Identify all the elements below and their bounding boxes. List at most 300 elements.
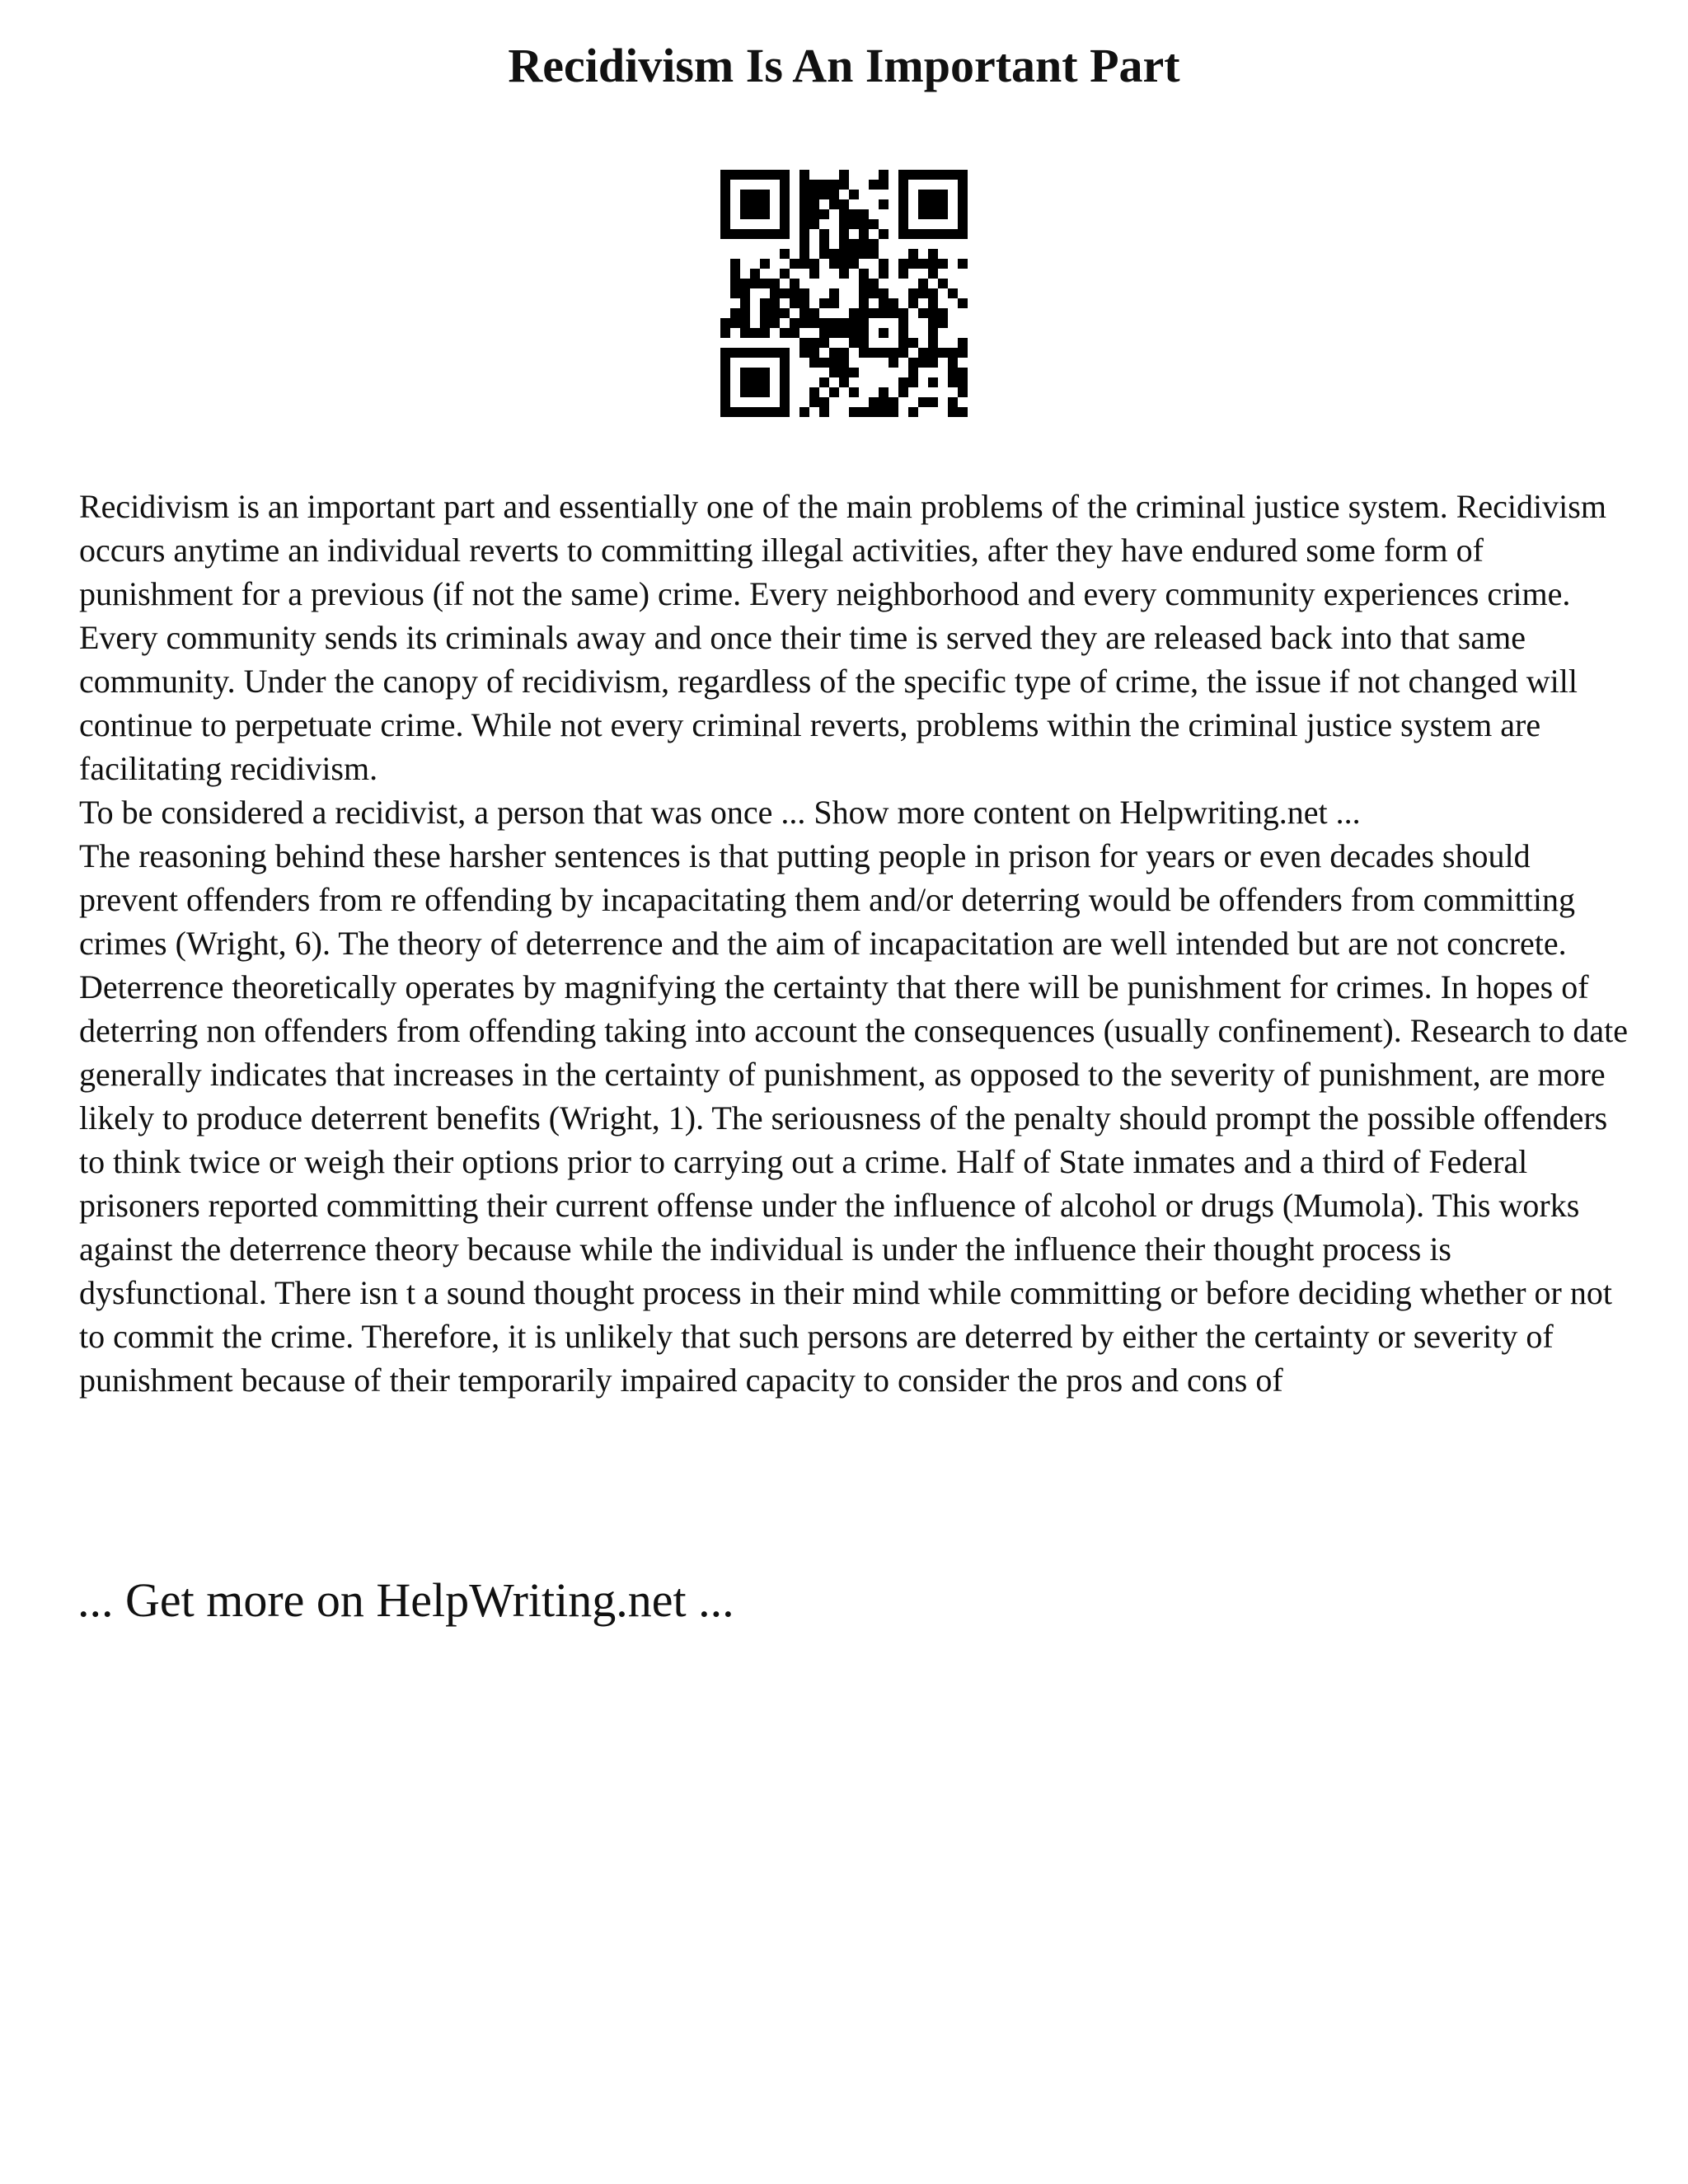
qr-module: [849, 368, 859, 377]
qr-module: [859, 249, 869, 259]
qr-module: [780, 249, 790, 259]
qr-module: [879, 269, 889, 279]
qr-module: [958, 180, 968, 190]
qr-module: [938, 348, 948, 358]
qr-module: [918, 348, 928, 358]
qr-module: [928, 259, 938, 269]
qr-module: [720, 348, 730, 358]
qr-module: [780, 397, 790, 407]
qr-module: [819, 318, 829, 328]
qr-module: [819, 328, 829, 338]
qr-module: [750, 279, 760, 288]
qr-module: [869, 249, 879, 259]
qr-module: [839, 209, 849, 219]
qr-module: [938, 170, 948, 180]
qr-module: [889, 358, 898, 368]
qr-module: [879, 328, 889, 338]
qr-module: [908, 259, 918, 269]
qr-module: [720, 318, 730, 328]
qr-module: [898, 199, 908, 209]
qr-module: [928, 328, 938, 338]
qr-module: [928, 338, 938, 348]
qr-module: [760, 328, 770, 338]
qr-module: [839, 239, 849, 249]
qr-module: [730, 229, 740, 239]
qr-module: [750, 229, 760, 239]
qr-module: [750, 377, 760, 387]
qr-module: [780, 219, 790, 229]
qr-module: [908, 249, 918, 259]
qr-module: [918, 190, 928, 199]
qr-module: [948, 368, 958, 377]
qr-module: [829, 387, 839, 397]
qr-module: [908, 170, 918, 180]
qr-module: [958, 209, 968, 219]
qr-module: [958, 170, 968, 180]
qr-module: [898, 269, 908, 279]
qr-module: [879, 397, 889, 407]
qr-module: [839, 219, 849, 229]
qr-module: [720, 209, 730, 219]
qr-module: [879, 180, 889, 190]
qr-module: [928, 358, 938, 368]
qr-module: [790, 288, 799, 298]
qr-module: [839, 348, 849, 358]
qr-module: [770, 407, 780, 417]
qr-module: [760, 170, 770, 180]
qr-module: [859, 239, 869, 249]
qr-module: [780, 199, 790, 209]
qr-module: [859, 269, 869, 279]
qr-module: [740, 377, 750, 387]
qr-module: [799, 219, 809, 229]
qr-module: [829, 368, 839, 377]
qr-module: [849, 239, 859, 249]
qr-module: [898, 190, 908, 199]
qr-module: [819, 397, 829, 407]
qr-module: [809, 338, 819, 348]
qr-module: [859, 407, 869, 417]
qr-module: [780, 288, 790, 298]
qr-module: [809, 209, 819, 219]
qr-code-graphic: [720, 170, 968, 417]
qr-module: [918, 199, 928, 209]
qr-module: [869, 288, 879, 298]
qr-module: [819, 190, 829, 199]
qr-module: [958, 298, 968, 308]
qr-module: [839, 180, 849, 190]
qr-module: [740, 209, 750, 219]
qr-module: [760, 279, 770, 288]
qr-module: [720, 229, 730, 239]
qr-module: [869, 348, 879, 358]
qr-module: [740, 368, 750, 377]
qr-module: [938, 318, 948, 328]
paragraph-intro: Recidivism is an important part and essentially one of the main problems of the criminal justice system. Recidivism occurs anytime an individual reverts to committing illegal activities, after they have endured some form of punishment for a previous (if not the same) crime. Every neighborhood and every community experiences crime. Every community sends its criminals away and once their time is served they are released back into that same community. Under the canopy of recidivism, regardless of the specific type of crime, the issue if not changed will continue to perpetuate crime. While not every criminal reverts, problems within the criminal justice system are facilitating recidivism.: [79, 488, 1606, 787]
qr-module: [908, 338, 918, 348]
qr-module: [790, 259, 799, 269]
qr-module: [938, 229, 948, 239]
qr-module: [849, 318, 859, 328]
qr-module: [730, 279, 740, 288]
qr-module: [928, 318, 938, 328]
qr-module: [928, 348, 938, 358]
qr-module: [829, 358, 839, 368]
qr-module: [760, 229, 770, 239]
qr-module: [799, 229, 809, 239]
qr-module: [799, 318, 809, 328]
qr-module: [790, 298, 799, 308]
qr-module: [770, 279, 780, 288]
qr-module: [770, 298, 780, 308]
qr-module: [809, 219, 819, 229]
qr-module: [799, 259, 809, 269]
qr-module: [908, 229, 918, 239]
qr-module: [859, 348, 869, 358]
qr-module: [859, 288, 869, 298]
qr-module: [859, 298, 869, 308]
qr-module: [740, 229, 750, 239]
qr-module: [879, 170, 889, 180]
qr-module: [918, 209, 928, 219]
qr-module: [938, 199, 948, 209]
qr-module: [730, 288, 740, 298]
qr-module: [760, 377, 770, 387]
qr-module: [750, 199, 760, 209]
qr-module: [938, 259, 948, 269]
qr-module: [928, 170, 938, 180]
qr-module: [780, 377, 790, 387]
qr-module: [740, 288, 750, 298]
qr-module: [948, 397, 958, 407]
qr-module: [928, 377, 938, 387]
qr-module: [770, 170, 780, 180]
qr-module: [839, 377, 849, 387]
qr-module: [918, 279, 928, 288]
qr-module: [780, 348, 790, 358]
qr-module: [948, 229, 958, 239]
qr-module: [908, 358, 918, 368]
qr-module: [809, 180, 819, 190]
qr-module: [938, 190, 948, 199]
qr-module: [958, 259, 968, 269]
qr-module: [958, 338, 968, 348]
qr-module: [799, 338, 809, 348]
qr-module: [928, 199, 938, 209]
qr-module: [918, 358, 928, 368]
qr-module: [958, 348, 968, 358]
qr-module: [730, 308, 740, 318]
qr-module: [780, 328, 790, 338]
qr-code-icon: [720, 170, 968, 417]
qr-module: [928, 269, 938, 279]
qr-module: [799, 199, 809, 209]
qr-module: [859, 219, 869, 229]
qr-module: [829, 190, 839, 199]
qr-module: [889, 397, 898, 407]
qr-module: [948, 407, 958, 417]
qr-module: [879, 288, 889, 298]
article-body: [79, 485, 1629, 1402]
qr-module: [750, 209, 760, 219]
qr-module: [740, 199, 750, 209]
qr-module: [849, 338, 859, 348]
qr-module: [898, 308, 908, 318]
qr-module: [799, 288, 809, 298]
qr-module: [730, 259, 740, 269]
qr-module: [918, 170, 928, 180]
qr-module: [859, 328, 869, 338]
qr-module: [829, 259, 839, 269]
qr-module: [958, 229, 968, 239]
qr-module: [938, 308, 948, 318]
qr-module: [849, 209, 859, 219]
qr-module: [780, 308, 790, 318]
qr-module: [819, 377, 829, 387]
qr-module: [770, 229, 780, 239]
qr-module: [770, 288, 780, 298]
qr-module: [958, 190, 968, 199]
qr-module: [790, 318, 799, 328]
qr-module: [839, 318, 849, 328]
qr-module: [740, 279, 750, 288]
qr-module: [958, 387, 968, 397]
qr-module: [819, 358, 829, 368]
qr-module: [770, 308, 780, 318]
qr-module: [809, 269, 819, 279]
qr-module: [938, 279, 948, 288]
qr-module: [809, 387, 819, 397]
qr-module: [839, 259, 849, 269]
qr-module: [918, 229, 928, 239]
qr-module: [829, 298, 839, 308]
qr-module: [740, 190, 750, 199]
qr-module: [760, 407, 770, 417]
qr-module: [898, 229, 908, 239]
qr-module: [780, 387, 790, 397]
qr-module: [879, 387, 889, 397]
qr-module: [829, 199, 839, 209]
qr-module: [889, 308, 898, 318]
qr-module: [869, 239, 879, 249]
qr-module: [859, 229, 869, 239]
qr-module: [908, 377, 918, 387]
qr-module: [859, 308, 869, 318]
qr-module: [859, 318, 869, 328]
qr-module: [859, 209, 869, 219]
qr-module: [750, 190, 760, 199]
qr-module: [839, 328, 849, 338]
qr-module: [849, 308, 859, 318]
qr-module: [849, 219, 859, 229]
qr-module: [720, 180, 730, 190]
qr-module: [849, 259, 859, 269]
qr-module: [790, 279, 799, 288]
qr-module: [908, 288, 918, 298]
qr-module: [948, 348, 958, 358]
qr-module: [799, 308, 809, 318]
qr-module: [740, 170, 750, 180]
qr-module: [839, 229, 849, 239]
qr-module: [898, 209, 908, 219]
qr-module: [819, 209, 829, 219]
qr-module: [809, 318, 819, 328]
qr-module: [958, 368, 968, 377]
qr-module: [958, 407, 968, 417]
qr-module: [809, 348, 819, 358]
qr-module: [958, 219, 968, 229]
qr-module: [740, 407, 750, 417]
qr-module: [799, 407, 809, 417]
qr-module: [760, 368, 770, 377]
qr-module: [750, 328, 760, 338]
qr-module: [760, 318, 770, 328]
qr-module: [879, 229, 889, 239]
qr-module: [839, 358, 849, 368]
qr-module: [809, 190, 819, 199]
qr-module: [760, 298, 770, 308]
qr-module: [799, 298, 809, 308]
qr-module: [889, 348, 898, 358]
qr-module: [859, 338, 869, 348]
qr-module: [869, 180, 879, 190]
qr-module: [879, 407, 889, 417]
qr-module: [760, 308, 770, 318]
qr-module: [879, 308, 889, 318]
qr-module: [819, 239, 829, 249]
get-more-link[interactable]: ... Get more on HelpWriting.net ...: [77, 1573, 734, 1627]
qr-module: [780, 190, 790, 199]
qr-module: [849, 328, 859, 338]
qr-module: [879, 199, 889, 209]
qr-module: [819, 338, 829, 348]
qr-module: [898, 259, 908, 269]
qr-module: [898, 170, 908, 180]
qr-module: [898, 180, 908, 190]
qr-module: [740, 308, 750, 318]
qr-module: [898, 377, 908, 387]
qr-module: [720, 387, 730, 397]
page-title: Recidivism Is An Important Part: [508, 39, 1180, 92]
qr-module: [829, 328, 839, 338]
qr-module: [928, 397, 938, 407]
qr-module: [948, 377, 958, 387]
qr-module: [799, 348, 809, 358]
qr-module: [898, 318, 908, 328]
qr-module: [780, 407, 790, 417]
qr-module: [780, 209, 790, 219]
qr-module: [849, 190, 859, 199]
qr-module: [780, 180, 790, 190]
qr-module: [730, 318, 740, 328]
qr-module: [839, 249, 849, 259]
qr-module: [839, 368, 849, 377]
qr-module: [760, 387, 770, 397]
qr-module: [740, 298, 750, 308]
qr-module: [948, 358, 958, 368]
qr-module: [799, 249, 809, 259]
qr-module: [799, 170, 809, 180]
paragraph-main: The reasoning behind these harsher sentences is that putting people in prison for years or even decades should prevent offenders from re offending by incapacitating them and/or deterring would be offenders from committing crimes (Wright, 6). The theory of deterrence and the aim of incapacitation are well intended but are not concrete. Deterrence theoretically operates by magnifying the certainty that there will be punishment for crimes. In hopes of deterring non offenders from offending taking into account the consequences (usually confinement). Research to date generally indicates that increases in the certainty of punishment, as opposed to the severity of punishment, are more likely to produce deterrent benefits (Wright, 1). The seriousness of the penalty should prompt the possible offenders to think twice or weigh their options prior to carrying out a crime. Half of State inmates and a third of Federal prisoners reported committing their current offense under the influence of alcohol or drugs (Mumola). This works against the deterrence theory because while the individual is under the influence their thought process is dysfunctional. There isn t a sound thought process in their mind while committing or before deciding whether or not to commit the crime. Therefore, it is unlikely that such persons are deterred by either the certainty or severity of punishment because of their temporarily impaired capacity to consider the pros and cons of: [79, 837, 1629, 1399]
qr-module: [938, 209, 948, 219]
qr-module: [928, 190, 938, 199]
qr-module: [720, 199, 730, 209]
qr-module: [829, 318, 839, 328]
qr-module: [780, 269, 790, 279]
qr-module: [879, 348, 889, 358]
qr-module: [879, 298, 889, 308]
qr-module: [750, 269, 760, 279]
qr-module: [849, 407, 859, 417]
qr-module: [809, 259, 819, 269]
qr-module: [918, 397, 928, 407]
qr-module: [839, 269, 849, 279]
qr-module: [869, 279, 879, 288]
qr-module: [770, 348, 780, 358]
qr-module: [750, 368, 760, 377]
qr-module: [799, 239, 809, 249]
qr-module: [918, 308, 928, 318]
qr-module: [760, 199, 770, 209]
qr-module: [849, 249, 859, 259]
paragraph-teaser: To be considered a recidivist, a person that was once ... Show more content on Helpwriting.net ...: [79, 794, 1361, 831]
qr-module: [760, 190, 770, 199]
qr-module: [720, 219, 730, 229]
qr-module: [958, 199, 968, 209]
qr-module: [809, 397, 819, 407]
qr-module: [948, 170, 958, 180]
qr-module: [770, 318, 780, 328]
qr-module: [780, 229, 790, 239]
qr-module: [799, 180, 809, 190]
qr-module: [740, 328, 750, 338]
qr-module: [869, 397, 879, 407]
qr-module: [918, 288, 928, 298]
qr-module: [928, 308, 938, 318]
qr-module: [819, 229, 829, 239]
qr-module: [898, 348, 908, 358]
qr-module: [809, 308, 819, 318]
qr-module: [849, 387, 859, 397]
qr-module: [809, 358, 819, 368]
qr-module: [829, 288, 839, 298]
qr-module: [829, 348, 839, 358]
qr-module: [958, 377, 968, 387]
qr-module: [720, 170, 730, 180]
qr-module: [730, 269, 740, 279]
qr-module: [889, 407, 898, 417]
qr-module: [928, 288, 938, 298]
qr-module: [780, 368, 790, 377]
qr-module: [928, 298, 938, 308]
qr-module: [889, 298, 898, 308]
qr-module: [730, 170, 740, 180]
qr-module: [750, 387, 760, 397]
qr-module: [720, 397, 730, 407]
qr-module: [790, 328, 799, 338]
qr-module: [869, 308, 879, 318]
qr-module: [720, 190, 730, 199]
qr-module: [829, 249, 839, 259]
qr-module: [809, 199, 819, 209]
qr-module: [720, 368, 730, 377]
qr-module: [740, 348, 750, 358]
qr-module: [760, 209, 770, 219]
qr-module: [730, 407, 740, 417]
qr-module: [780, 358, 790, 368]
qr-module: [720, 328, 730, 338]
qr-module: [740, 387, 750, 397]
